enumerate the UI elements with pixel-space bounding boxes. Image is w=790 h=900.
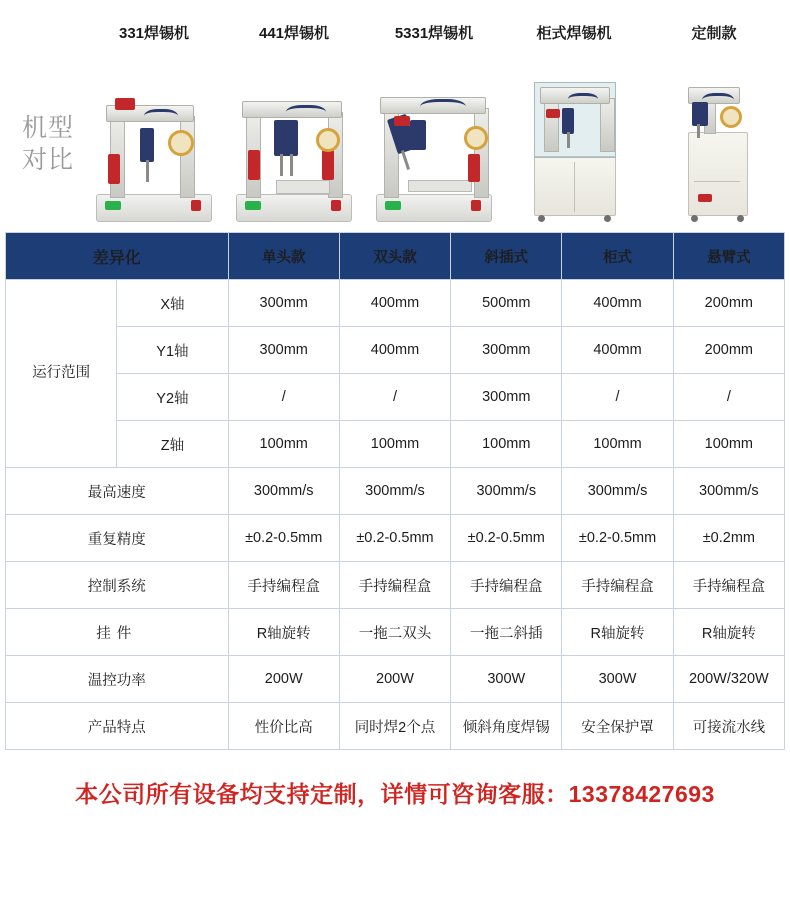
cell: 手持编程盒 bbox=[339, 562, 450, 609]
row-label: Y1轴 bbox=[117, 327, 228, 374]
cell: 100mm bbox=[451, 421, 562, 468]
solder-machine-single-head-icon bbox=[84, 72, 224, 222]
row-label: 控制系统 bbox=[6, 562, 229, 609]
cell: / bbox=[228, 374, 339, 421]
cell: ±0.2mm bbox=[673, 515, 784, 562]
cell: 手持编程盒 bbox=[451, 562, 562, 609]
footer-note: 本公司所有设备均支持定制，详情可咨询客服：13378427693 bbox=[75, 781, 715, 807]
cell: 300mm/s bbox=[451, 468, 562, 515]
cell: 倾斜角度焊锡 bbox=[451, 703, 562, 750]
table-row bbox=[6, 421, 785, 468]
product-gallery bbox=[0, 0, 790, 232]
table-header-row bbox=[6, 233, 785, 280]
cell: 400mm bbox=[562, 280, 673, 327]
product-caption: 定制款 bbox=[691, 25, 737, 42]
solder-machine-tilt-icon bbox=[364, 72, 504, 222]
column-header-cabinet: 柜式 bbox=[562, 233, 673, 280]
row-label: Y2轴 bbox=[117, 374, 228, 421]
row-label: 重复精度 bbox=[6, 515, 229, 562]
row-label: Z轴 bbox=[117, 421, 228, 468]
cell: 300mm bbox=[228, 280, 339, 327]
table-row bbox=[6, 327, 785, 374]
cell: 一拖二双头 bbox=[339, 609, 450, 656]
cell: 300mm/s bbox=[339, 468, 450, 515]
cell: 100mm bbox=[562, 421, 673, 468]
product-item[interactable] bbox=[644, 0, 784, 232]
spec-table bbox=[5, 232, 785, 750]
table-row bbox=[6, 374, 785, 421]
cell: 200mm bbox=[673, 327, 784, 374]
column-header-tilt: 斜插式 bbox=[451, 233, 562, 280]
cell: 100mm bbox=[228, 421, 339, 468]
cell: 300mm bbox=[451, 327, 562, 374]
cell: 可接流水线 bbox=[673, 703, 784, 750]
row-group-label: 运行范围 bbox=[6, 280, 117, 468]
table-row bbox=[6, 656, 785, 703]
cell: 安全保护罩 bbox=[562, 703, 673, 750]
row-label: X轴 bbox=[117, 280, 228, 327]
cell: 100mm bbox=[673, 421, 784, 468]
cell: / bbox=[339, 374, 450, 421]
cell: 性价比高 bbox=[228, 703, 339, 750]
cell: 300mm bbox=[228, 327, 339, 374]
cell: ±0.2-0.5mm bbox=[228, 515, 339, 562]
row-label: 产品特点 bbox=[6, 703, 229, 750]
gallery-side-title-line2: 对比 bbox=[22, 146, 75, 174]
product-caption: 441焊锡机 bbox=[258, 25, 330, 42]
cell: ±0.2-0.5mm bbox=[562, 515, 673, 562]
cell: 300mm/s bbox=[228, 468, 339, 515]
column-header-cantilever: 悬臂式 bbox=[673, 233, 784, 280]
cell: R轴旋转 bbox=[673, 609, 784, 656]
product-item[interactable] bbox=[224, 0, 364, 232]
cell: / bbox=[673, 374, 784, 421]
row-label: 温控功率 bbox=[6, 656, 229, 703]
row-label: 挂件 bbox=[6, 609, 229, 656]
column-header-single: 单头款 bbox=[228, 233, 339, 280]
product-list bbox=[84, 0, 790, 232]
cell: 300mm bbox=[451, 374, 562, 421]
table-row bbox=[6, 515, 785, 562]
cell: 400mm bbox=[562, 327, 673, 374]
gallery-side-title bbox=[0, 112, 84, 176]
product-caption: 5331焊锡机 bbox=[394, 25, 474, 42]
cell: 500mm bbox=[451, 280, 562, 327]
solder-machine-custom-icon bbox=[644, 72, 784, 222]
cell: ±0.2-0.5mm bbox=[451, 515, 562, 562]
cell: ±0.2-0.5mm bbox=[339, 515, 450, 562]
cell: 200W/320W bbox=[673, 656, 784, 703]
solder-machine-cabinet-icon bbox=[504, 72, 644, 222]
spec-table-body bbox=[6, 280, 785, 750]
cell: 200W bbox=[228, 656, 339, 703]
cell: 100mm bbox=[339, 421, 450, 468]
table-row bbox=[6, 703, 785, 750]
row-label: 最高速度 bbox=[6, 468, 229, 515]
table-row bbox=[6, 280, 785, 327]
cell: 300W bbox=[562, 656, 673, 703]
product-caption: 柜式焊锡机 bbox=[536, 25, 612, 42]
cell: 手持编程盒 bbox=[562, 562, 673, 609]
cell: 300mm/s bbox=[562, 468, 673, 515]
cell: 200mm bbox=[673, 280, 784, 327]
product-item[interactable] bbox=[364, 0, 504, 232]
cell: R轴旋转 bbox=[228, 609, 339, 656]
spec-table-head bbox=[6, 233, 785, 280]
cell: 同时焊2个点 bbox=[339, 703, 450, 750]
cell: 300mm/s bbox=[673, 468, 784, 515]
cell: / bbox=[562, 374, 673, 421]
solder-machine-double-head-icon bbox=[224, 72, 364, 222]
table-row bbox=[6, 468, 785, 515]
cell: R轴旋转 bbox=[562, 609, 673, 656]
column-header-double: 双头款 bbox=[339, 233, 450, 280]
table-row bbox=[6, 609, 785, 656]
product-item[interactable] bbox=[84, 0, 224, 232]
cell: 一拖二斜插 bbox=[451, 609, 562, 656]
cell: 400mm bbox=[339, 327, 450, 374]
cell: 手持编程盒 bbox=[673, 562, 784, 609]
table-row bbox=[6, 562, 785, 609]
cell: 400mm bbox=[339, 280, 450, 327]
cell: 300W bbox=[451, 656, 562, 703]
product-item[interactable] bbox=[504, 0, 644, 232]
cell: 200W bbox=[339, 656, 450, 703]
product-caption: 331焊锡机 bbox=[118, 25, 190, 42]
gallery-side-title-line1: 机型 bbox=[22, 114, 75, 142]
cell: 手持编程盒 bbox=[228, 562, 339, 609]
column-header-diff: 差异化 bbox=[6, 233, 229, 280]
